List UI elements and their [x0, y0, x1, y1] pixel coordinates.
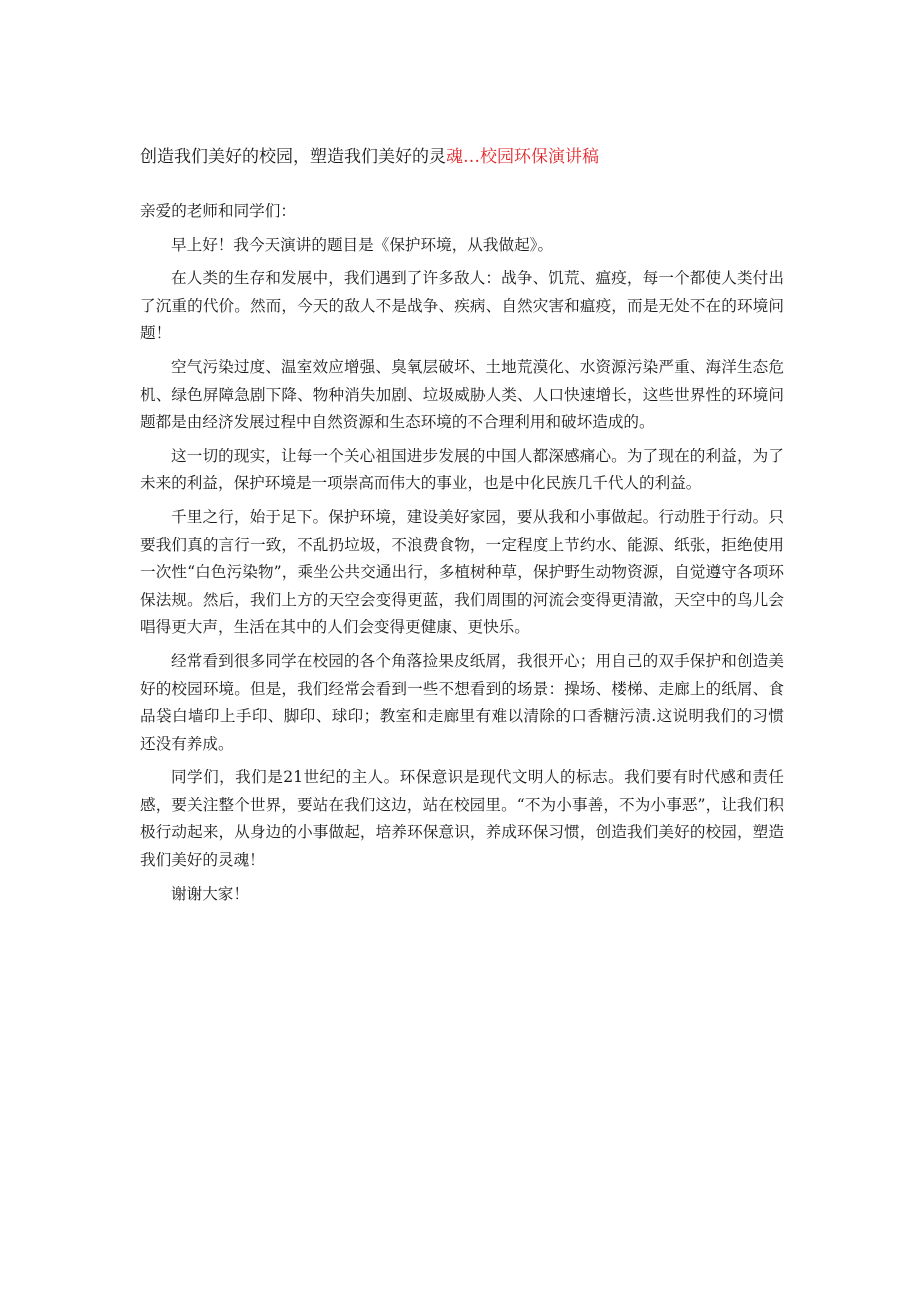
title-accent-text: 魂…校园环保演讲稿 — [446, 147, 599, 167]
paragraph-enemies: 在人类的生存和发展中，我们遇到了许多敌人：战争、饥荒、瘟疫，每一个都使人类付出了沉重的代价。然而，今天的敌人不是战争、疾病、自然灾害和瘟疫，而是无处不在的环境问题！ — [140, 269, 784, 343]
paragraph-greeting: 早上好！我今天演讲的题目是《保护环境，从我做起》。 — [171, 235, 554, 254]
paragraph-environment-problems: 空气污染过度、温室效应增强、臭氧层破坏、土地荒漠化、水资源污染严重、海洋生态危机、绿色屏障急剧下降、物种消失加剧、垃圾威胁人类、人口快速增长，这些世界性的环境问题都是由经济发展过程中自然资源和生态环境的不合理利用和破坏造成的。 — [140, 357, 784, 432]
paragraph-campus: 经常看到很多同学在校园的各个角落捡果皮纸屑，我很开心；用自己的双手保护和创造美好的校园环境。但是，我们经常会看到一些不想看到的场景：操场、楼梯、走廊上的纸屑、食品袋白墙印上手印、脚印、球印；教室和走廊里有难以清除的口香糖污渍.这说明我们的习惯还没有养成。 — [140, 651, 784, 753]
paragraph-reality: 这一切的现实，让每一个关心祖国进步发展的中国人都深感痛心。为了现在的利益，为了未来的利益，保护环境是一项崇高而伟大的事业，也是中化民族几千代人的利益。 — [140, 446, 784, 493]
paragraph-call-to-action: 同学们，我们是21世纪的主人。环保意识是现代文明人的标志。我们要有时代感和责任感，要关注整个世界，要站在我们这边，站在校园里。“不为小事善，不为小事恶”，让我们积极行动起来，从身边的小事做起，培养环保意识，养成环保习惯，创造我们美好的校园，塑造我们美好的灵魂！ — [140, 768, 784, 870]
speech-body — [140, 198, 784, 908]
salutation: 亲爱的老师和同学们： — [140, 202, 296, 220]
closing: 谢谢大家！ — [171, 884, 249, 903]
document-title — [140, 145, 820, 169]
title-main-text: 创造我们美好的校园，塑造我们美好的灵 — [140, 147, 446, 167]
paragraph-action: 千里之行，始于足下。保护环境，建设美好家园，要从我和小事做起。行动胜于行动。只要我们真的言行一致，不乱扔垃圾，不浪费食物，一定程度上节约水、能源、纸张，拒绝使用一次性“白色污染物”，乘坐公共交通出行，多植树种草，保护野生动物资源，自觉遵守各项环保法规。然后，我们上方的天空会变得更蓝，我们周围的河流会变得更清澈，天空中的鸟儿会唱得更大声，生活在其中的人们会变得更健康、更快乐。 — [140, 507, 784, 637]
